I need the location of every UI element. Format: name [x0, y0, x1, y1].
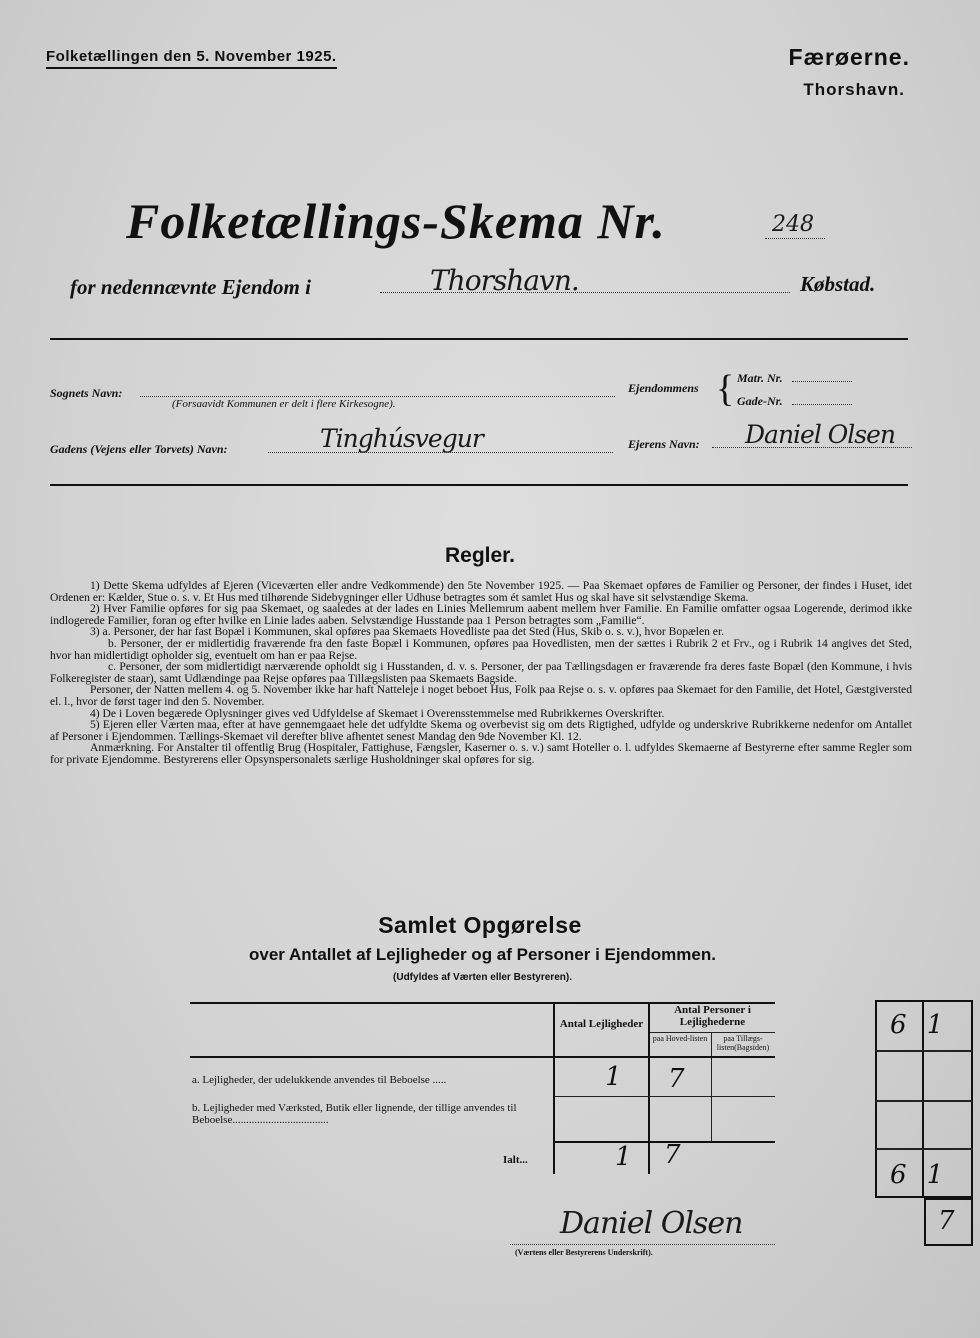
side-total-value: 7: [938, 1206, 955, 1236]
rule-note: Anmærkning. For Anstalter til offentlig Brug (Hospitaler, Fattighuse, Fængsler, Kaserner o. s. v.) samt Hoteller o. l. udfyldes Skemaerne af Bestyrerne efter samme Regler som for private Ejendomme. Bestyrerens eller Opsynspersonalets særlige Husholdninger skal opføres for sig.: [50, 741, 912, 766]
gade-nr-line: [792, 404, 852, 405]
ejer-value: Daniel Olsen: [745, 420, 895, 449]
table-subhead-rule: [650, 1032, 775, 1033]
row-a-rule: [555, 1096, 775, 1097]
form-number: 248: [772, 212, 814, 237]
row-a-lejligheder: 1: [605, 1062, 622, 1092]
form-number-line: [765, 238, 825, 239]
sogn-note: (Forsaavidt Kommunen er delt i flere Kirkesogne).: [172, 398, 396, 410]
ejer-line: [712, 447, 912, 448]
divider-top: [50, 338, 908, 340]
col-tillaegsliste: paa Tillægs-listen(Bagsiden): [716, 1034, 770, 1052]
side-box-row-1: 6 1: [890, 1010, 944, 1040]
town-header: Thorshavn.: [803, 80, 905, 99]
gade-value: Tinghúsvegur: [320, 424, 483, 453]
owner-signature: Daniel Olsen: [560, 1206, 743, 1241]
rule-3c: c. Personer, der som midlertidigt nærværende opholdt sig i Husstanden, d. v. s. Personer, der paa Tællingsdagen er fraværende fra deres faste Bopæl (den Kommune, i hvis Folkeregister de staar), samt Udlændinge paa Rejse opføres paa Tillægslisten paa Skemaets Bagside.: [50, 660, 912, 685]
side-box-rule-2: [875, 1100, 973, 1102]
place-line: [380, 292, 790, 293]
matr-label: Matr. Nr.: [737, 371, 783, 385]
summary-heading: Samlet Opgørelse: [378, 912, 582, 938]
side-box-rule-3: [875, 1148, 973, 1150]
region-header: Færøerne.: [788, 44, 910, 70]
col-lejligheder: Antal Lejligheder: [559, 1018, 644, 1030]
side-box-rule-1: [875, 1050, 973, 1052]
rule-2: 2) Hver Familie opføres for sig paa Skemaet, og saaledes at der lades en Linies Mellemrum aabent mellem hver Familie. En Familie omfatter ogsaa Logerende, derimod ikke indlogerede Familier, foran og efter hvilke en Linie lades aaben. Selvstændige Husstande paa 1 Person betragtes som „Familie“.: [50, 602, 912, 627]
signature-caption: (Værtens eller Bestyrerens Underskrift).: [515, 1248, 653, 1257]
rule-3b: b. Personer, der er midlertidig fraværende fra den faste Bopæl i Kommunen, opføres paa Hovedlisten, men der sættes i Rubrik 2 et Frv., og i Rubrik 14 angives det Sted, hvor han midlertidigt opholder sig, eventuelt om han er paa Rejse.: [50, 636, 912, 662]
divider-fields: [50, 484, 908, 486]
row-a-hovedliste: 7: [668, 1064, 685, 1094]
rule-1: 1) Dette Skema udfyldes af Ejeren (Viceværten eller andre Vedkommende) den 5te November 1925. — Paa Skemaet opføres de Familier og Personer, der findes i Huset, idet Ordenen er: Kælder, Stue o. s. v. Et Hus med tilhørende Sidebygninger eller Udhuse betragtes som ét samlet Hus og skal have sit selvstændige Skema.: [50, 579, 912, 604]
property-prefix: for nedennævnte Ejendom i: [70, 275, 311, 299]
sogn-line: [140, 396, 615, 397]
census-date-header: Folketællingen den 5. November 1925.: [46, 48, 337, 69]
col-hovedliste: paa Hoved-listen: [652, 1034, 708, 1043]
form-title: Folketællings-Skema Nr.: [126, 193, 666, 249]
rule-3d: Personer, der Natten mellem 4. og 5. November ikke har haft Natteleje i noget beboet Hus, Folk paa Rejse o. s. v. opføres paa Skemaet for den Familie, det Hotel, Gæstgiversted el. l., hvor de først tager ind den 5. November.: [50, 683, 912, 708]
ialt-hovedliste: 7: [664, 1140, 681, 1170]
col-personer: Antal Personer i Lejlighederne: [674, 1004, 751, 1028]
ejer-label: Ejerens Navn:: [628, 437, 700, 451]
summary-subheading: over Antallet af Lejligheder og af Personer i Ejendommen.: [249, 945, 716, 964]
kobstad-label: Købstad.: [800, 272, 876, 296]
side-box-row-4: 6 1: [890, 1160, 944, 1190]
sogn-label: Sognets Navn:: [50, 386, 123, 400]
gade-label: Gadens (Vejens eller Torvets) Navn:: [50, 442, 228, 456]
rule-5: 5) Ejeren eller Værten maa, efter at have gennemgaaet hele det udfyldte Skema og overbevist sig om dets Rigtighed, udfylde og underskrive Rubrikkerne nedenfor om Antallet af Personer i Ejendommen. Tællings-Skemaet vil derefter blive afhentet senest Mandag den 9de November Kl. 12.: [50, 718, 912, 743]
row-a-label: a. Lejligheder, der udelukkende anvendes til Beboelse .....: [192, 1074, 447, 1086]
row-ialt-label: Ialt...: [503, 1154, 528, 1166]
rule-4: 4) De i Loven begærede Oplysninger gives ved Udfyldelse af Skemaet i Overensstemmelse med Rubrikkernes Overskrifter.: [90, 706, 665, 720]
summary-note: (Udfyldes af Værten eller Bestyreren).: [393, 972, 572, 983]
row-b-label: b. Lejligheder med Værksted, Butik eller lignende, der tillige anvendes til Beboelse...................................: [192, 1102, 517, 1126]
rule-3a: 3) a. Personer, der har fast Bopæl i Kommunen, skal opføres paa Skemaets Hovedliste paa det Sted (Hus, Skib o. s. v.), hvor Bopælen er.: [90, 625, 725, 639]
place-name: Thorshavn.: [430, 264, 579, 297]
signature-line: [510, 1244, 775, 1245]
gade-nr-label: Gade-Nr.: [737, 394, 783, 408]
ejendom-label: Ejendommens: [628, 381, 699, 395]
gade-line: [268, 452, 613, 453]
matr-line: [792, 381, 852, 382]
brace: {: [716, 368, 735, 410]
ialt-lejligheder: 1: [615, 1142, 632, 1172]
rules-text: [50, 580, 912, 766]
table-head-rule: [190, 1056, 775, 1058]
rules-heading: Regler.: [444, 544, 516, 567]
